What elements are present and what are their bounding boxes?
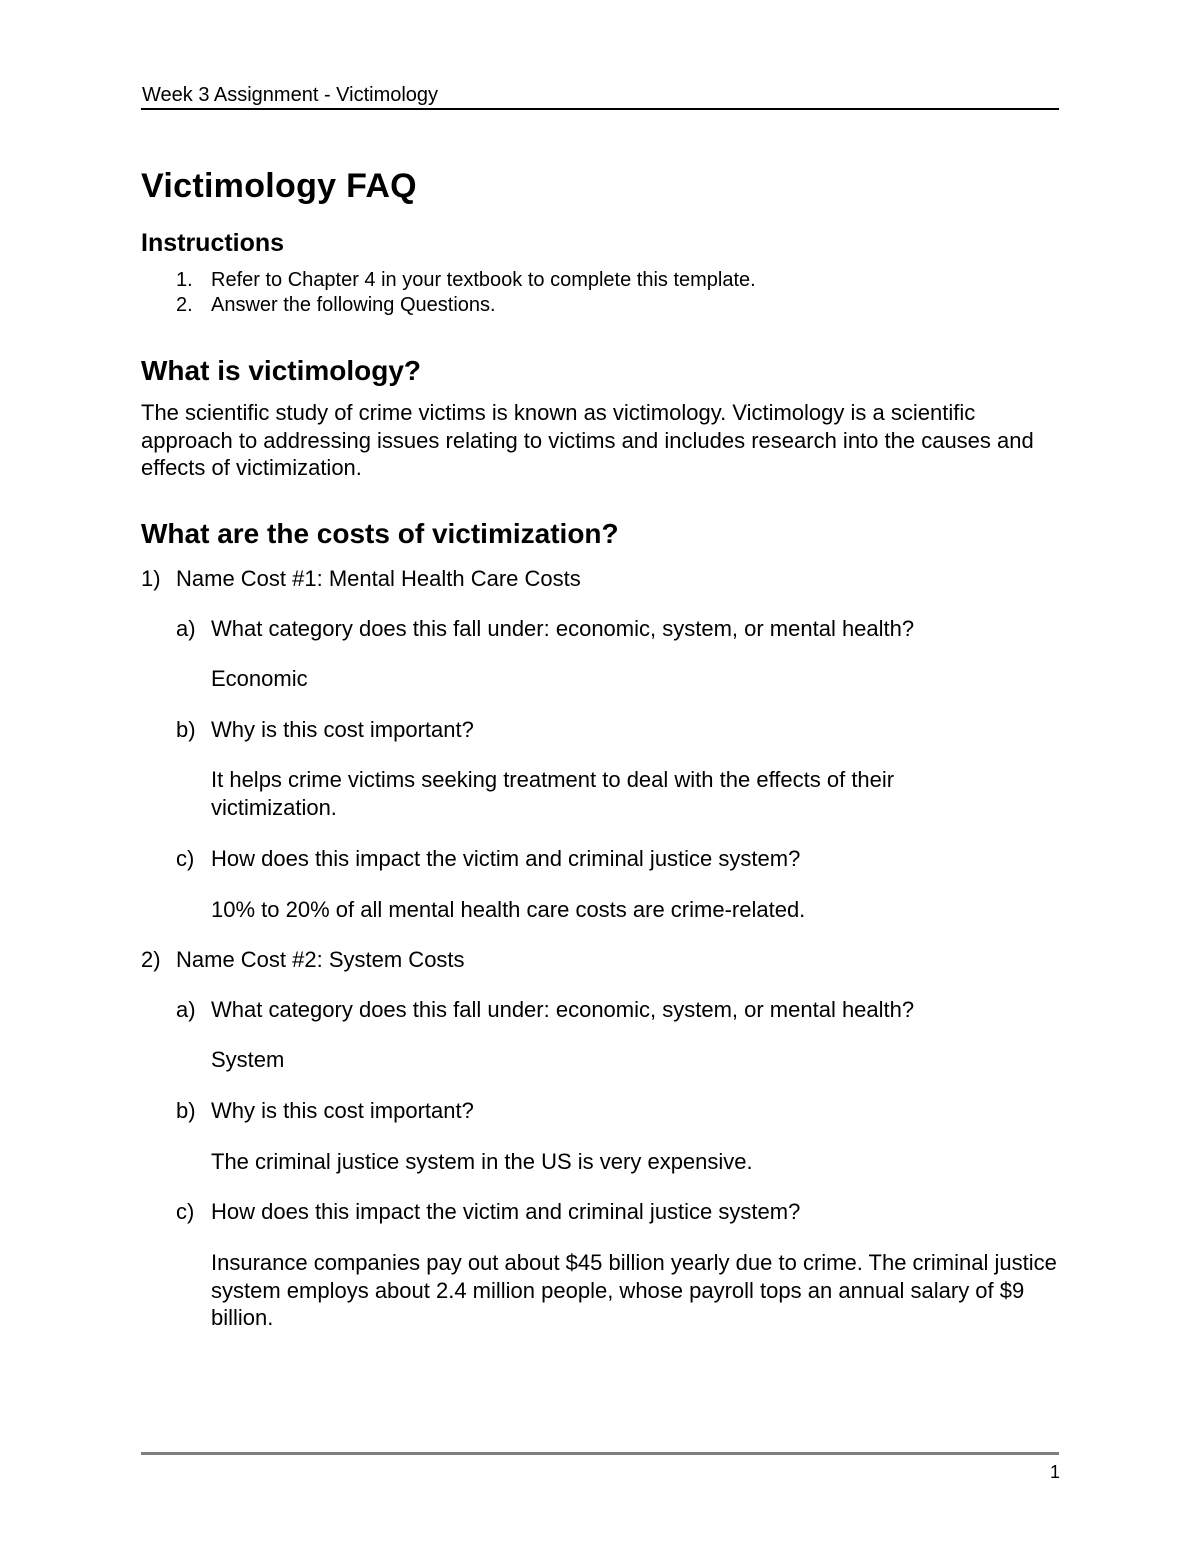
cost-2-question-c-label: c) (176, 1199, 195, 1224)
section-heading-what-is-victimology: What is victimology? (141, 355, 422, 386)
cost-2-question-a: What category does this fall under: economic, system, or mental health? (211, 997, 915, 1022)
cost-2-label: 2) (141, 947, 161, 972)
document-title: Victimology FAQ (141, 167, 417, 205)
cost-1-answer-b: It helps crime victims seeking treatment to deal with the effects of their victimization. (211, 767, 895, 820)
cost-1-answer-c: 10% to 20% of all mental health care costs are crime-related. (211, 897, 806, 922)
section-heading-costs: What are the costs of victimization? (141, 518, 619, 549)
cost-2-question-a-label: a) (176, 997, 196, 1022)
cost-2-name: Name Cost #2: System Costs (176, 947, 465, 972)
cost-1-answer-a: Economic (211, 666, 308, 691)
cost-2-answer-c: Insurance companies pay out about $45 billion yearly due to crime. The criminal justice system employs about 2.4 million people, whose payroll tops an annual salary of $9 billion. (211, 1250, 1057, 1330)
cost-2-answer-b: The criminal justice system in the US is very expensive. (211, 1149, 753, 1174)
cost-1-label: 1) (141, 566, 161, 591)
list-item-number: 1. (176, 269, 193, 291)
list-item-text: Answer the following Questions. (211, 294, 496, 316)
cost-2-answer-a: System (211, 1047, 285, 1072)
footer-divider (141, 1452, 1059, 1455)
cost-2-question-b-label: b) (176, 1098, 196, 1123)
cost-1-question-b-label: b) (176, 717, 196, 742)
cost-1-question-b: Why is this cost important? (211, 717, 474, 742)
list-item-text: Refer to Chapter 4 in your textbook to complete this template. (211, 269, 756, 291)
list-item-number: 2. (176, 294, 193, 316)
instructions-heading: Instructions (141, 229, 285, 257)
header-divider (141, 108, 1059, 110)
cost-1-question-c: How does this impact the victim and criminal justice system? (211, 846, 801, 871)
page-number: 1 (1049, 1462, 1060, 1482)
cost-2-question-b: Why is this cost important? (211, 1098, 474, 1123)
cost-2-question-c: How does this impact the victim and criminal justice system? (211, 1199, 801, 1224)
cost-1-question-a-label: a) (176, 616, 196, 641)
cost-1-question-c-label: c) (176, 846, 195, 871)
cost-1-name: Name Cost #1: Mental Health Care Costs (176, 566, 581, 591)
section-body-victimology: The scientific study of crime victims is known as victimology. Victimology is a scientific approach to addressing issues relating to victims and includes research into the causes and effects of victimization. (141, 400, 1034, 480)
page-header-title: Week 3 Assignment - Victimology (142, 84, 439, 106)
cost-1-question-a: What category does this fall under: economic, system, or mental health? (211, 616, 915, 641)
